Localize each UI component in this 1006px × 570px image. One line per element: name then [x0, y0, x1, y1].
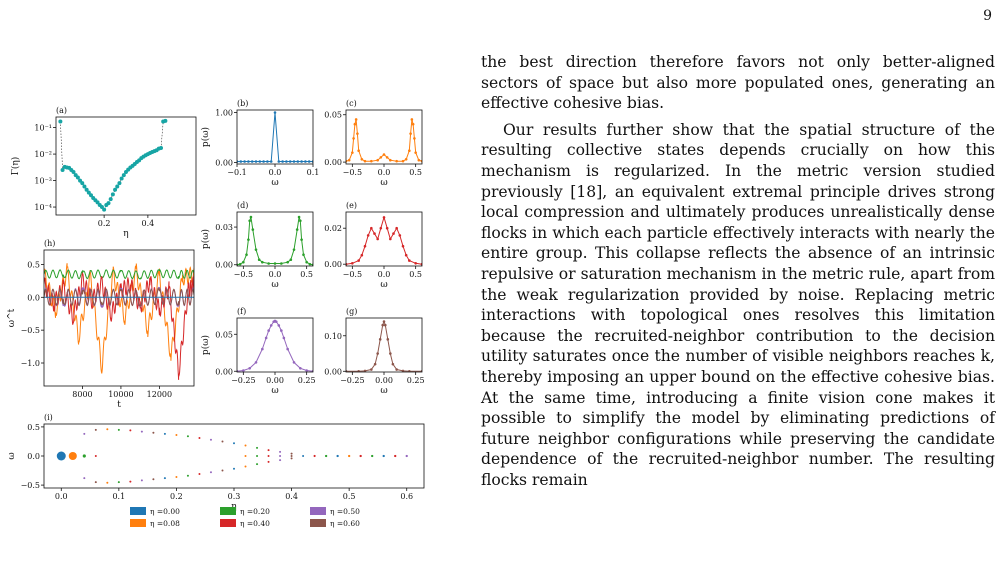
data-point [392, 363, 395, 366]
x-tick-label: 0.0 [268, 168, 282, 177]
data-point [245, 455, 247, 457]
data-point [175, 434, 177, 436]
data-point [240, 160, 243, 163]
data-point [268, 455, 270, 457]
data-point [371, 455, 373, 457]
data-point [113, 188, 117, 192]
data-point [210, 439, 212, 441]
data-point [102, 208, 106, 212]
x-tick-label: 0.3 [227, 492, 241, 501]
data-point [107, 201, 111, 205]
legend-swatch-eta_0.20 [220, 507, 236, 515]
data-point [83, 477, 85, 479]
y-tick-label: 0.05 [215, 330, 233, 340]
data-point [357, 259, 360, 262]
data-point [109, 197, 113, 201]
y-tick-label: 0.0 [27, 452, 40, 461]
data-point [364, 245, 367, 248]
legend-label-eta_0.60: η =0.60 [330, 519, 360, 528]
data-point [279, 451, 281, 453]
data-point [387, 338, 390, 341]
data-point [187, 435, 189, 437]
data-point [152, 478, 154, 480]
y-tick-label: 0.0 [27, 293, 40, 303]
data-point [242, 261, 245, 264]
data-point [314, 455, 316, 457]
data-point [247, 160, 250, 163]
data-point [120, 176, 124, 180]
data-point [129, 429, 131, 431]
x-tick-label: 0.4 [285, 492, 298, 501]
data-point [57, 452, 66, 461]
data-point [383, 153, 386, 156]
data-point [370, 160, 373, 163]
data-point [370, 368, 373, 371]
x-axis-label-f: ω [271, 386, 279, 396]
data-point [411, 118, 414, 121]
data-point [291, 457, 293, 459]
axes-frame-i [44, 424, 424, 488]
legend-swatch-eta_0.00 [130, 507, 146, 515]
data-point [198, 437, 200, 439]
data-point [268, 449, 270, 451]
x-tick-label: −0.25 [340, 376, 365, 385]
data-point [376, 159, 379, 162]
data-point [373, 232, 376, 235]
data-point [384, 324, 387, 327]
x-axis-label-h: t [117, 400, 121, 410]
text-column [481, 52, 995, 490]
data-point [252, 228, 255, 231]
axes-frame-a [56, 117, 196, 215]
data-point [58, 119, 62, 123]
data-point [409, 132, 412, 135]
y-tick-label: 0.02 [324, 224, 342, 234]
data-point [69, 452, 77, 460]
x-tick-label: 12000 [146, 390, 173, 399]
data-point [408, 259, 411, 262]
data-point [381, 324, 384, 327]
data-point [304, 160, 307, 163]
y-tick-label: 0.10 [324, 331, 342, 341]
x-tick-label: 0.5 [342, 492, 356, 501]
data-point [278, 160, 281, 163]
data-point [115, 184, 119, 188]
x-axis-label-e: ω [380, 280, 388, 290]
y-tick-label: 0.00 [215, 158, 233, 168]
series-eta_0.00-line [237, 113, 313, 162]
x-tick-label: 0.00 [375, 376, 393, 385]
panel-label-d: (d) [237, 201, 249, 210]
y-tick-label: 0.05 [324, 110, 342, 120]
data-point [95, 481, 97, 483]
data-point [221, 440, 223, 442]
x-tick-label: 0.1 [306, 168, 320, 177]
data-point [270, 160, 273, 163]
x-tick-label: 0.6 [400, 492, 414, 501]
data-point [367, 234, 370, 237]
data-point [187, 475, 189, 477]
data-point [141, 431, 143, 433]
data-point [357, 149, 360, 152]
y-tick-label: 0.5 [27, 422, 40, 432]
data-point [379, 338, 382, 341]
data-point [175, 476, 177, 478]
x-tick-label: 0.0 [377, 168, 391, 177]
data-point [286, 261, 289, 264]
data-point [296, 228, 299, 231]
data-point [242, 369, 245, 372]
data-point [141, 479, 143, 481]
data-point [248, 367, 251, 370]
x-tick-label: 8000 [72, 390, 93, 399]
x-tick-label: 0.2 [97, 219, 111, 228]
data-point [293, 248, 296, 251]
data-point [370, 227, 373, 230]
data-point [210, 471, 212, 473]
data-point [275, 320, 278, 323]
data-point [299, 367, 302, 370]
data-point [290, 258, 293, 261]
y-tick-label: 0.00 [215, 367, 233, 377]
data-point [309, 263, 312, 266]
data-point [262, 160, 265, 163]
data-point [380, 227, 383, 230]
y-axis-label-b: p(ω) [201, 126, 211, 148]
data-point [395, 227, 398, 230]
y-tick-label: 10⁻³ [34, 176, 52, 186]
data-point [355, 118, 358, 121]
x-tick-label: 0.00 [266, 376, 284, 385]
data-point [159, 146, 163, 150]
data-point [386, 227, 389, 230]
legend-label-eta_0.50: η =0.50 [330, 507, 360, 516]
series-eta_0.40-line [44, 274, 194, 380]
x-axis-label-g: ω [380, 386, 388, 396]
x-axis-label-b: ω [271, 178, 279, 188]
data-point [106, 482, 108, 484]
x-tick-label: −0.5 [342, 270, 363, 279]
data-point [164, 433, 166, 435]
x-tick-label: 0.5 [300, 270, 314, 279]
data-point [245, 253, 248, 256]
y-tick-label: −0.5 [20, 326, 40, 336]
panel-label-f: (f) [237, 307, 247, 316]
data-point [374, 363, 377, 366]
data-point [221, 470, 223, 472]
data-point [250, 216, 253, 219]
data-point [399, 234, 402, 237]
data-point [291, 455, 293, 457]
plot-area-g [345, 320, 424, 372]
data-point [289, 160, 292, 163]
data-point [285, 160, 288, 163]
data-point [402, 245, 405, 248]
data-point [111, 192, 115, 196]
plot-area-h [44, 263, 194, 380]
data-point [83, 433, 85, 435]
legend-label-eta_0.20: η =0.20 [240, 507, 270, 516]
data-point [233, 468, 235, 470]
legend-swatch-eta_0.08 [130, 519, 146, 527]
y-tick-label: 0.03 [215, 223, 233, 233]
data-point [302, 253, 305, 256]
data-point [245, 465, 247, 467]
data-point [255, 361, 258, 364]
legend-swatch-eta_0.50 [310, 507, 326, 515]
data-point [286, 348, 289, 351]
data-point [118, 481, 120, 483]
data-point [106, 428, 108, 430]
y-tick-label: 10⁻¹ [34, 123, 52, 133]
figure [0, 0, 470, 570]
axes-frame-e [346, 212, 422, 266]
plot-area-c [345, 118, 424, 162]
data-point [256, 463, 258, 465]
data-point [278, 324, 281, 327]
data-point [361, 254, 364, 257]
data-point [279, 455, 281, 457]
data-point [274, 111, 277, 114]
y-tick-label: −0.5 [20, 481, 40, 491]
data-point [308, 160, 311, 163]
page-number: 9 [983, 8, 992, 24]
data-point [392, 232, 395, 235]
data-point [389, 352, 392, 355]
data-point [83, 454, 86, 457]
data-point [274, 262, 277, 265]
data-point [256, 455, 258, 457]
data-point [243, 160, 246, 163]
series-eta_0.60-line [346, 322, 422, 372]
paragraph-1: the best direction therefore favors not only better-aligned sectors of space but also more populated ones, generating an effective cohesive bias. [481, 53, 995, 113]
data-point [259, 160, 262, 163]
data-point [255, 248, 258, 251]
data-point [281, 160, 284, 163]
data-point [198, 473, 200, 475]
data-point [270, 324, 273, 327]
x-axis-label-c: ω [380, 178, 388, 188]
x-tick-label: 0.0 [268, 270, 282, 279]
data-point [383, 216, 386, 219]
x-tick-label: 10000 [108, 390, 134, 399]
data-point [293, 160, 296, 163]
legend-swatch-eta_0.40 [220, 519, 236, 527]
data-point [354, 123, 357, 126]
legend-swatch-eta_0.60 [310, 519, 326, 527]
data-point [376, 352, 379, 355]
data-point [412, 123, 415, 126]
data-point [266, 160, 269, 163]
data-point [352, 137, 355, 140]
data-point [389, 159, 392, 162]
data-point [255, 160, 258, 163]
legend-label-eta_0.00: η =0.00 [150, 507, 180, 516]
data-point [348, 455, 350, 457]
y-tick-label: 0.00 [324, 260, 342, 270]
data-point [118, 429, 120, 431]
data-point [383, 320, 386, 323]
plot-area-b [236, 111, 315, 163]
data-point [356, 132, 359, 135]
data-point [305, 369, 308, 372]
data-point [164, 477, 166, 479]
data-point [265, 337, 268, 340]
data-point [163, 119, 167, 123]
plot-area-f [236, 320, 315, 373]
data-point [351, 151, 354, 154]
data-point [258, 258, 261, 261]
data-point [351, 262, 354, 265]
data-point [364, 160, 367, 163]
data-point [280, 262, 283, 265]
plot-area-e [345, 216, 424, 265]
data-point [302, 455, 304, 457]
x-tick-label: 0.5 [409, 270, 423, 279]
data-point [305, 261, 308, 264]
y-axis-label-i: ω [7, 452, 17, 460]
data-point [279, 459, 281, 461]
data-point [300, 160, 303, 163]
y-tick-label: 0.5 [27, 260, 40, 270]
data-point [233, 442, 235, 444]
y-tick-label: 10⁻⁴ [34, 203, 52, 213]
data-point [268, 461, 270, 463]
y-tick-label: 1.00 [215, 108, 233, 118]
y-axis-label-h: ω^t [7, 308, 17, 328]
x-axis-label-d: ω [271, 280, 279, 290]
panel-label-c: (c) [346, 99, 357, 108]
y-axis-label-d: p(ω) [201, 228, 211, 250]
data-point [95, 429, 97, 431]
legend-label-eta_0.40: η =0.40 [240, 519, 270, 528]
data-point [361, 158, 364, 161]
panel-label-h: (h) [44, 239, 56, 248]
data-point [359, 455, 361, 457]
axes-frame-g [346, 318, 422, 372]
x-tick-label: 0.25 [406, 376, 425, 385]
panel-label-g: (g) [346, 307, 358, 316]
data-point [82, 184, 86, 188]
data-point [267, 262, 270, 265]
y-axis-label-a: Γ(η) [11, 156, 21, 176]
data-point [406, 455, 408, 457]
data-point [418, 159, 421, 162]
data-point [389, 238, 392, 241]
data-point [395, 160, 398, 163]
data-point [256, 447, 258, 449]
x-axis-label-a: η [123, 229, 129, 239]
data-point [152, 432, 154, 434]
data-point [129, 481, 131, 483]
data-point [245, 445, 247, 447]
data-point [251, 160, 254, 163]
data-point [283, 337, 286, 340]
data-point [95, 455, 97, 457]
plot-area-d [236, 216, 315, 266]
data-point [386, 156, 389, 159]
x-tick-label: 0.25 [297, 376, 316, 385]
y-tick-label: 10⁻² [34, 150, 52, 160]
x-tick-label: −0.1 [227, 168, 247, 177]
data-point [247, 238, 250, 241]
x-tick-label: −0.25 [231, 376, 256, 385]
x-tick-label: 0.1 [112, 492, 126, 501]
x-tick-label: 0.2 [170, 492, 183, 501]
data-point [261, 348, 264, 351]
x-tick-label: 0.5 [409, 168, 423, 177]
data-point [267, 329, 270, 332]
x-tick-label: −0.5 [342, 168, 363, 177]
data-point [405, 158, 408, 161]
data-point [291, 453, 293, 455]
plot-area-i [57, 428, 408, 484]
data-point [248, 219, 251, 222]
x-tick-label: 0.0 [377, 270, 391, 279]
data-point [402, 160, 405, 163]
data-point [376, 238, 379, 241]
data-point [405, 254, 408, 257]
panel-label-b: (b) [237, 99, 249, 108]
data-point [80, 181, 84, 185]
data-point [348, 159, 351, 162]
plot-area-a [58, 119, 167, 212]
axes-frame-f [237, 318, 313, 372]
panel-label-i: (i) [44, 413, 53, 422]
data-point [414, 151, 417, 154]
y-axis-label-f: p(ω) [201, 334, 211, 356]
panel-label-e: (e) [346, 201, 357, 210]
data-point [408, 149, 411, 152]
data-point [325, 455, 327, 457]
data-point [395, 368, 398, 371]
y-tick-label: 0.00 [215, 260, 233, 270]
data-point [383, 455, 385, 457]
paragraph-2: Our results further show that the spatial structure of the resulting collective states depends crucially on how this mechanism is regularized. In the metric version studied previously [18], an equivalent extremal principle drives strong local compression and ultimately produces unrealistically dense flocks in which each particle effectively interacts with nearly the entire group. This collapse reflects the absence of an intrinsic repulsive or saturation mechanism in the metric rule, apart from the weak regularization provided by noise. Replacing metric interactions with topological ones resolves this limitation because the recruited-neighbor contribution to the decision utility saturates once the number of visible neighbors reaches k, thereby imposing an upper bound on the effective cohesive bias. At the same time, introducing a finite vision cone makes it possible to simplify the model by eliminating predictions of future neighbor configurations while preserving the candidate dependence of the recruited-neighbor number. The resulting flocks remain [481, 120, 995, 489]
x-tick-label: 0.4 [141, 219, 155, 228]
panel-label-a: (a) [56, 106, 68, 115]
data-point [239, 263, 242, 266]
data-point [300, 238, 303, 241]
data-point [298, 216, 301, 219]
data-point [336, 455, 338, 457]
data-point [261, 261, 264, 264]
data-point [413, 137, 416, 140]
y-tick-label: 0.00 [324, 367, 342, 377]
y-tick-label: −1.0 [20, 359, 40, 369]
y-tick-label: 0.00 [324, 158, 342, 168]
data-point [280, 329, 283, 332]
x-tick-label: 0.0 [54, 492, 68, 501]
series-eta_0.50-line [237, 321, 313, 371]
data-point [117, 181, 121, 185]
data-point [297, 160, 300, 163]
data-point [380, 156, 383, 159]
data-point [394, 455, 396, 457]
data-point [299, 219, 302, 222]
x-tick-label: −0.5 [233, 270, 254, 279]
data-point [414, 262, 417, 265]
legend-label-eta_0.08: η =0.08 [150, 519, 180, 528]
data-point [293, 361, 296, 364]
series-eta_0.40-line [346, 217, 422, 264]
